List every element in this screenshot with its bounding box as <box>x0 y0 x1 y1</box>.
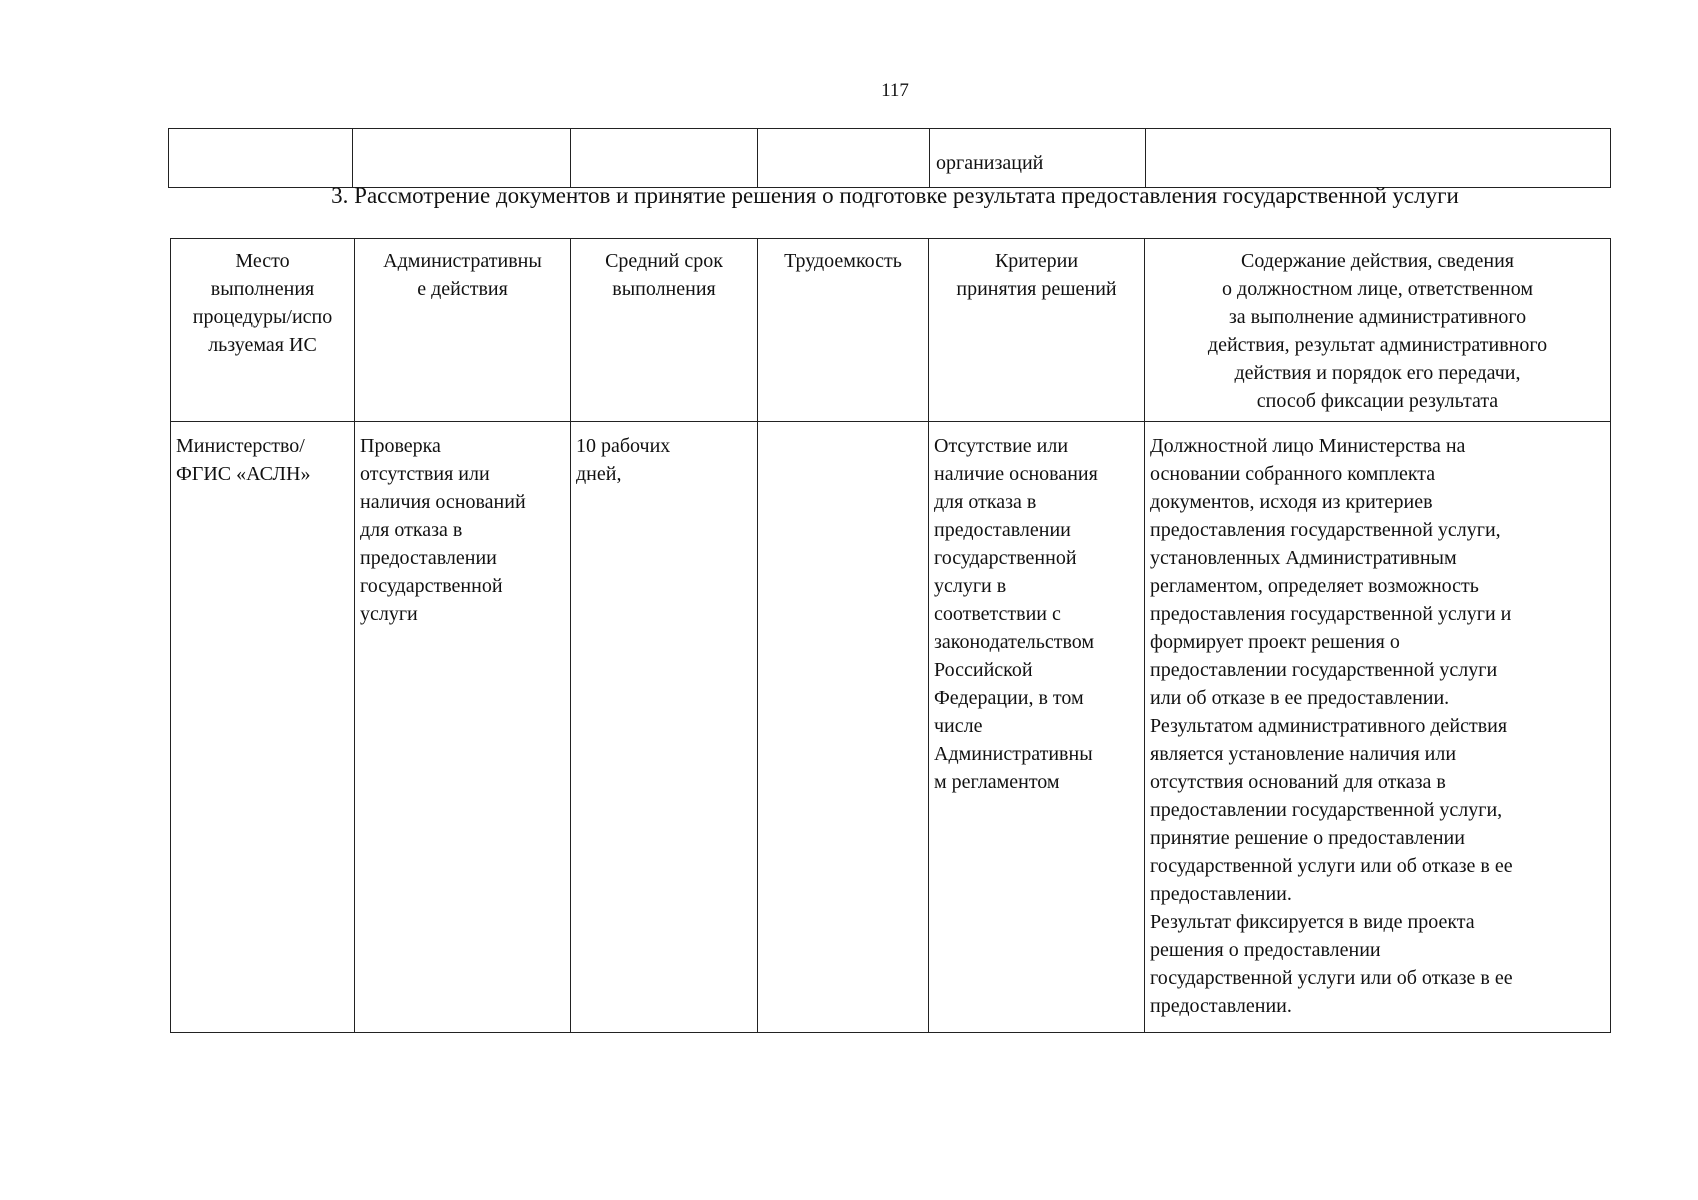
cell-criteria: Отсутствие или наличие основания для отказа в предоставлении государственной услуги в соответствии с законодательством Российской Федерации, в том числе Административны м регламентом <box>929 422 1145 1033</box>
cell-content: Должностной лицо Министерства на основании собранного комплекта документов, исходя из критериев предоставления государственной услуги, установленных Административным регламентом, определяет возможность предоставления государственной услуги и формирует проект решения о предоставлении государственной услуги или об отказе в ее предоставлении. Результатом административного действия является установление наличия или отсутствия оснований для отказа в предоставлении государственной услуги, принятие решение о предоставлении государственной услуги или об отказе в ее предоставлении. Результат фиксируется в виде проекта решения о предоставлении государственной услуги или об отказе в ее предоставлении. <box>1145 422 1611 1033</box>
procedure-table <box>170 238 1611 1033</box>
section-title: 3. Рассмотрение документов и принятие решения о подготовке результата предоставления государственной услуги <box>331 183 1459 208</box>
cell-duration: 10 рабочих дней, <box>571 422 758 1033</box>
cell-labor <box>758 422 929 1033</box>
table-row <box>169 129 1611 188</box>
table-cell: организаций <box>930 129 1146 188</box>
page-number: 117 <box>881 80 909 101</box>
table-cell <box>169 129 353 188</box>
cell-actions: Проверка отсутствия или наличия оснований для отказа в предоставлении государственной услуги <box>355 422 571 1033</box>
table-row <box>171 422 1611 1033</box>
column-header-place: Место выполнения процедуры/испо льзуемая ИС <box>171 239 355 422</box>
table-cell <box>571 129 758 188</box>
table-cell <box>353 129 571 188</box>
column-header-criteria: Критерии принятия решений <box>929 239 1145 422</box>
table-header-row <box>171 239 1611 422</box>
column-header-labor: Трудоемкость <box>758 239 929 422</box>
column-header-actions: Административны е действия <box>355 239 571 422</box>
continuation-table <box>168 128 1611 188</box>
column-header-duration: Средний срок выполнения <box>571 239 758 422</box>
cell-place: Министерство/ ФГИС «АСЛН» <box>171 422 355 1033</box>
table-cell <box>1146 129 1611 188</box>
table-cell <box>758 129 930 188</box>
column-header-content: Содержание действия, сведения о должностном лице, ответственном за выполнение административного действия, результат административного действия и порядок его передачи, способ фиксации результата <box>1145 239 1611 422</box>
